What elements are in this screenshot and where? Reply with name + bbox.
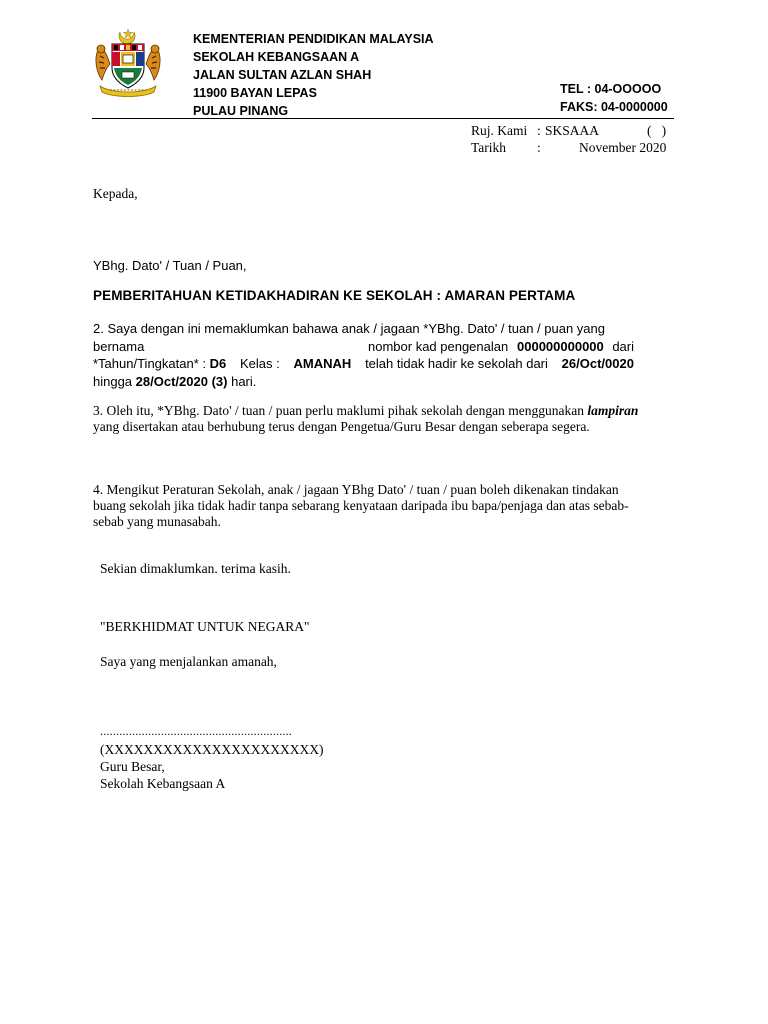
closing-line: Sekian dimaklumkan. terima kasih. bbox=[100, 561, 291, 576]
label-ic: nombor kad pengenalan bbox=[368, 338, 509, 354]
paragraph-2-line-3 bbox=[93, 355, 634, 373]
label-dari: dari bbox=[612, 338, 634, 354]
state: PULAU PINANG bbox=[193, 104, 289, 118]
letterhead-address bbox=[193, 30, 434, 120]
class-code: D6 bbox=[209, 356, 227, 371]
emphasis-lampiran: lampiran bbox=[587, 403, 639, 418]
paragraph-2-line-1 bbox=[93, 320, 634, 338]
school-name: SEKOLAH KEBANGSAAN A bbox=[193, 50, 360, 64]
recipient-kepada: Kepada, bbox=[93, 186, 138, 201]
ic-number: 000000000000 bbox=[517, 338, 604, 354]
postcode-city: 11900 BAYAN LEPAS bbox=[193, 86, 317, 100]
date-from: 26/Oct/0020 bbox=[561, 356, 634, 371]
tarikh-value: November 2020 bbox=[579, 140, 667, 155]
paragraph-2-line-2 bbox=[93, 338, 634, 356]
ruj-value: SKSAAA bbox=[545, 123, 600, 138]
salutation: YBhg. Dato' / Tuan / Puan, bbox=[93, 258, 247, 273]
label-tahun: *Tahun/Tingkatan* : bbox=[93, 356, 206, 371]
telephone: TEL : 04-OOOOO bbox=[560, 82, 662, 96]
signer-title: Guru Besar, bbox=[100, 759, 165, 774]
label-bernama: bernama bbox=[93, 338, 145, 354]
label-hingga: hingga bbox=[93, 373, 133, 389]
letterhead-contact bbox=[560, 80, 668, 116]
label-hari: hari. bbox=[231, 373, 257, 389]
signer-block bbox=[100, 741, 323, 792]
motto: "BERKHIDMAT UNTUK NEGARA" bbox=[100, 619, 310, 634]
paragraph-3-text-1: 3. Oleh itu, *YBhg. Dato' / tuan / puan perlu maklumi pihak sekolah dengan menggunakan bbox=[93, 403, 584, 418]
paragraph-2-text-1: 2. Saya dengan ini memaklumkan bahawa anak / jagaan *YBhg. Dato' / tuan / puan yang bbox=[93, 321, 605, 336]
paragraph-3-text-2: yang disertakan atau berhubung terus dengan Pengetua/Guru Besar dengan seberapa segera. bbox=[93, 419, 590, 434]
amanah-line: Saya yang menjalankan amanah, bbox=[100, 654, 277, 669]
signer-name: (XXXXXXXXXXXXXXXXXXXXXX) bbox=[100, 742, 324, 757]
class-name: AMANAH bbox=[293, 356, 352, 371]
signer-school: Sekolah Kebangsaan A bbox=[100, 776, 226, 791]
ruj-separator: : bbox=[537, 123, 541, 138]
ruj-label: Ruj. Kami bbox=[471, 123, 528, 138]
tarikh-separator: : bbox=[537, 140, 541, 155]
paragraph-2-line-4 bbox=[93, 373, 634, 391]
paragraph-3 bbox=[93, 403, 643, 435]
paragraph-2 bbox=[93, 320, 634, 390]
ministry-name: KEMENTERIAN PENDIDIKAN MALAYSIA bbox=[193, 32, 434, 46]
label-kelas: Kelas : bbox=[240, 356, 280, 371]
days-count: (3) bbox=[211, 373, 228, 389]
signature-line: ............................................................ bbox=[100, 724, 292, 738]
tarikh-label: Tarikh bbox=[471, 140, 507, 155]
label-absent: telah tidak hadir ke sekolah dari bbox=[365, 356, 548, 371]
date-to: 28/Oct/2020 bbox=[135, 373, 208, 389]
ruj-parenthesis: ( ) bbox=[647, 123, 667, 138]
malaysia-coat-of-arms-icon bbox=[92, 28, 164, 98]
fax: FAKS: 04-0000000 bbox=[560, 100, 668, 114]
letter-subject: PEMBERITAHUAN KETIDAKHADIRAN KE SEKOLAH : AMARAN PERTAMA bbox=[93, 288, 576, 303]
letterhead-divider bbox=[92, 118, 674, 119]
street-address: JALAN SULTAN AZLAN SHAH bbox=[193, 68, 372, 82]
paragraph-4: 4. Mengikut Peraturan Sekolah, anak / jagaan YBhg Dato' / tuan / puan boleh dikenakan tindakan buang sekolah jika tidak hadir tanpa sebarang kenyataan daripada ibu bapa/penjaga dan atas sebab-sebab yang munasabah. bbox=[93, 482, 629, 529]
